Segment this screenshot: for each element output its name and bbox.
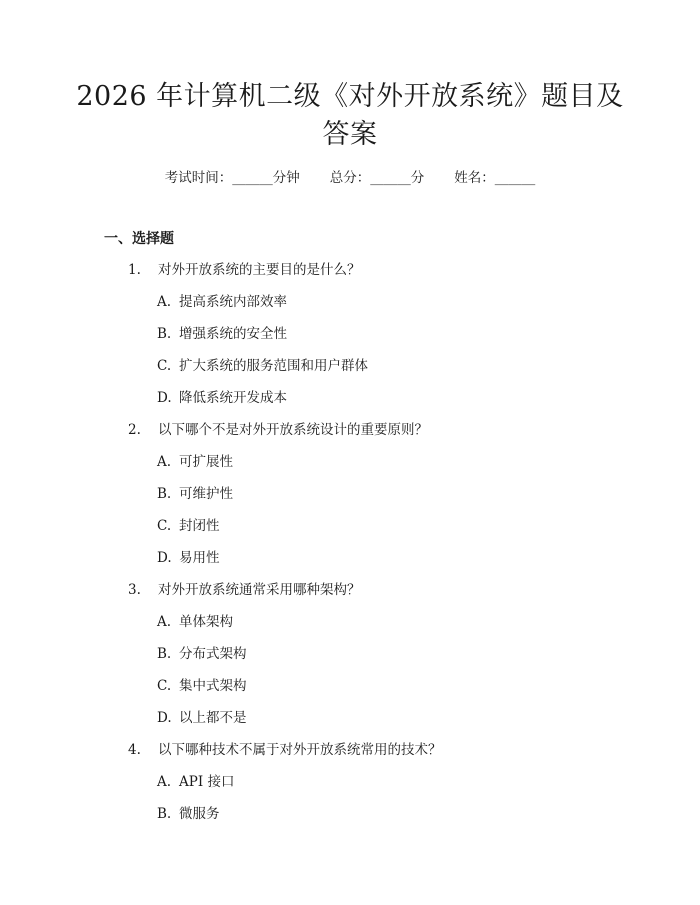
option-letter: D. xyxy=(157,550,172,566)
document-title-line-2: 答案 xyxy=(322,119,378,150)
question-3-option-a xyxy=(157,612,233,632)
option-letter: A. xyxy=(157,294,172,310)
question-number: 1. xyxy=(128,262,141,278)
option-text: 降低系统开发成本 xyxy=(179,390,287,406)
option-text: 微服务 xyxy=(179,806,220,822)
document-title-line-1: 2026 年计算机二级《对外开放系统》题目及 xyxy=(76,81,624,112)
option-text: 增强系统的安全性 xyxy=(179,326,287,342)
question-3-option-c xyxy=(157,676,247,696)
option-text: 分布式架构 xyxy=(179,646,247,662)
question-2-option-d xyxy=(157,548,220,568)
question-3-option-b xyxy=(157,644,247,664)
question-2-option-c xyxy=(157,516,220,536)
option-letter: B. xyxy=(157,646,172,662)
exam-time-field: 考试时间：______分钟 xyxy=(164,170,300,186)
option-text: 提高系统内部效率 xyxy=(179,294,287,310)
option-letter: A. xyxy=(157,454,172,470)
option-text: 可扩展性 xyxy=(179,454,233,470)
question-4 xyxy=(128,740,442,760)
option-text: API 接口 xyxy=(179,774,235,790)
question-1-option-b xyxy=(157,324,287,344)
question-2-option-a xyxy=(157,452,233,472)
option-text: 可维护性 xyxy=(179,486,233,502)
option-letter: C. xyxy=(157,678,172,694)
option-text: 易用性 xyxy=(179,550,220,566)
option-text: 集中式架构 xyxy=(179,678,247,694)
option-letter: C. xyxy=(157,358,172,374)
option-letter: B. xyxy=(157,326,172,342)
question-text: 以下哪个不是对外开放系统设计的重要原则？ xyxy=(158,422,428,438)
question-1-option-d xyxy=(157,388,287,408)
total-score-field: 总分：______分 xyxy=(329,170,425,186)
option-letter: B. xyxy=(157,806,172,822)
question-2 xyxy=(128,420,428,440)
question-1 xyxy=(128,260,361,280)
option-text: 以上都不是 xyxy=(179,710,247,726)
option-letter: B. xyxy=(157,486,172,502)
option-text: 扩大系统的服务范围和用户群体 xyxy=(179,358,368,374)
question-4-option-a xyxy=(157,772,234,792)
option-letter: D. xyxy=(157,390,172,406)
question-3 xyxy=(128,580,361,600)
option-letter: A. xyxy=(157,774,172,790)
question-text: 对外开放系统通常采用哪种架构？ xyxy=(158,582,361,598)
option-text: 单体架构 xyxy=(179,614,233,630)
exam-info-line xyxy=(0,168,700,188)
question-2-option-b xyxy=(157,484,233,504)
question-3-option-d xyxy=(157,708,247,728)
question-number: 4. xyxy=(128,742,141,758)
section-heading: 一、选择题 xyxy=(104,231,174,247)
option-letter: C. xyxy=(157,518,172,534)
question-number: 3. xyxy=(128,582,141,598)
question-text: 以下哪种技术不属于对外开放系统常用的技术？ xyxy=(158,742,442,758)
document-title xyxy=(60,78,640,154)
option-text: 封闭性 xyxy=(179,518,220,534)
option-letter: D. xyxy=(157,710,172,726)
name-field: 姓名：______ xyxy=(454,170,536,186)
question-4-option-b xyxy=(157,804,220,824)
question-text: 对外开放系统的主要目的是什么？ xyxy=(158,262,361,278)
question-number: 2. xyxy=(128,422,141,438)
option-letter: A. xyxy=(157,614,172,630)
question-1-option-a xyxy=(157,292,287,312)
question-1-option-c xyxy=(157,356,368,376)
